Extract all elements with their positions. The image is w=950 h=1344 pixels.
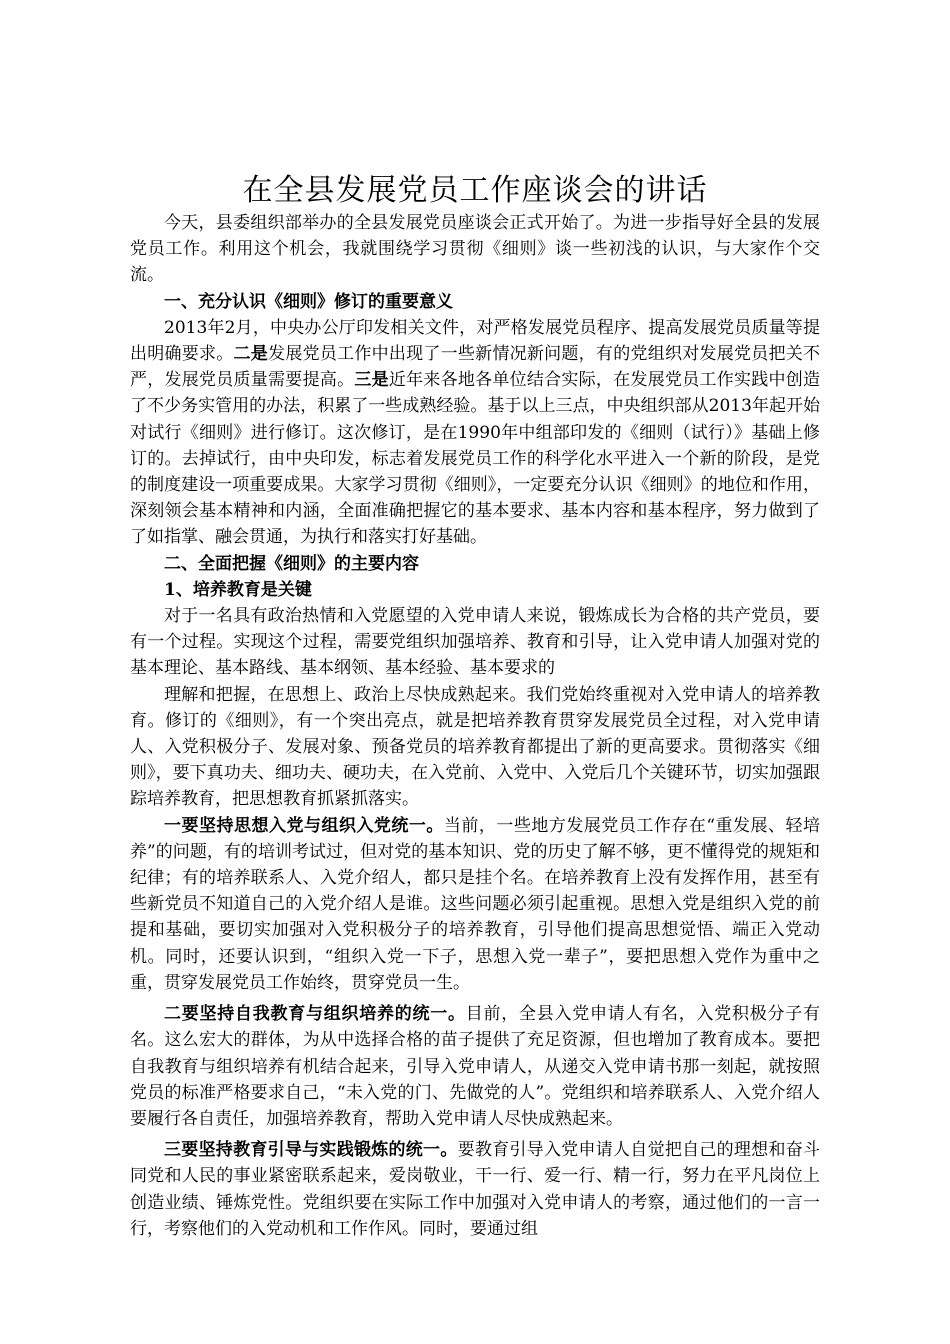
point-three-paragraph — [130, 1137, 820, 1242]
s1-text-a: 2013年2月，中央办公厅印发相关文件，对严格发展党员程序、提高发展党员质量等提出明确要求。 — [130, 317, 820, 365]
point-three-text: 要教育引导入党申请人自觉把自己的理想和奋斗同党和人民的事业紧密联系起来，爱岗敬业，干一行、爱一行、精一行，努力在平凡岗位上创造业绩、锤炼党性。党组织要在实际工作中加强对入党申请人的考察，通过他们的一言一行，考察他们的入党动机和工作作风。同时，要通过组 — [130, 1140, 820, 1239]
section-2-heading: 二、全面把握《细则》的主要内容 — [164, 553, 419, 574]
point-three-lead: 三要坚持教育引导与实践锻炼的统一。 — [164, 1140, 458, 1161]
s1-bold-two: 二是 — [233, 344, 269, 365]
section-2-paragraph-2: 理解和把握，在思想上、政治上尽快成熟起来。我们党始终重视对入党申请人的培养教育。修订的《细则》，有一个突出亮点，就是把培养教育贯穿发展党员全过程，对入党申请人、入党积极分子、发展对象、预备党员的培养教育都提出了新的更高要求。贯彻落实《细则》，要下真功夫、细功夫、硬功夫，在入党前、入党中、入党后几个关键环节，切实加强跟踪培养教育，把思想教育抓紧抓落实。 — [130, 684, 820, 810]
s1-text-b: 发展党员工作中出现了一些新情况新问题，有的党组织对发展党员把关不严，发展党员质量需要提高。 — [130, 344, 821, 391]
document-page — [130, 172, 820, 1242]
point-one-paragraph — [130, 813, 820, 996]
s1-text-c: 近年来各地各单位结合实际，在发展党员工作实践中创造了不少务实管用的办法，积累了一些成熟经验。基于以上三点，中央组织部从2013年起开始对试行《细则》进行修订。这次修订，是在1990年中组部印发的《细则（试行）》基础上修订的。去掉试行，由中央印发，标志着发展党员工作的科学化水平进入一个新的阶段，是党的制度建设一项重要成果。大家学习贯彻《细则》，一定要充分认识《细则》的地位和作用，深刻领会基本精神和内涵，全面准确把握它的基本要求、基本内容和基本程序，努力做到了了如指掌、融会贯通，为执行和落实打好基础。 — [130, 370, 821, 548]
document-title: 在全县发展党员工作座谈会的讲话 — [242, 173, 708, 208]
point-two-text: 目前，全县入党申请人有名，入党积极分子有名。这么宏大的群体，为从中选择合格的苗子提供了充足资源，但也增加了教育成本。要把自我教育与组织培养有机结合起来，引导入党申请人，从递交入党申请书那一刻起，就按照党员的标准严格要求自己，“未入党的门、先做党的人”。党组织和培养联系人、入党介绍人要履行各自责任，加强培养教育，帮助入党申请人尽快成熟起来。 — [130, 1004, 820, 1129]
point-two-lead: 二要坚持自我教育与组织培养的统一。 — [164, 1004, 466, 1025]
point-one-lead: 一要坚持思想入党与组织入党统一。 — [164, 815, 444, 836]
point-one-text: 当前，一些地方发展党员工作存在“重发展、轻培养”的问题，有的培训考试过，但对党的基本知识、党的历史了解不够，更不懂得党的规矩和纪律；有的培养联系人、入党介绍人，都只是挂个名。在培养教育上没有发挥作用，甚至有些新党员不知道自己的入党介绍人是谁。这些问题必须引起重视。思想入党是组织入党的前提和基础，要切实加强对入党积极分子的培养教育，引导他们提高思想觉悟、端正入党动机。同时，还要认识到，“组织入党一下子，思想入党一辈子”，要把思想入党作为重中之重，贯穿发展党员工作始终，贯穿党员一生。 — [130, 815, 820, 993]
s1-bold-three: 三是 — [354, 370, 389, 391]
subsection-1-heading: 1、培养教育是关键 — [164, 579, 312, 600]
intro-paragraph: 今天，县委组织部举办的全县发展党员座谈会正式开始了。为进一步指导好全县的发展党员工作。利用这个机会，我就围绕学习贯彻《细则》谈一些初浅的认识，与大家作个交流。 — [130, 213, 820, 286]
section-1-heading: 一、充分认识《细则》修订的重要意义 — [164, 291, 453, 312]
point-two-paragraph — [130, 1001, 820, 1132]
section-2-paragraph-1: 对于一名具有政治热情和入党愿望的入党申请人来说，锻炼成长为合格的共产党员，要有一个过程。实现这个过程，需要党组织加强培养、教育和引导，让入党申请人加强对党的基本理论、基本路线、基本纲领、基本经验、基本要求的 — [130, 606, 820, 679]
section-1-paragraph — [130, 315, 820, 551]
